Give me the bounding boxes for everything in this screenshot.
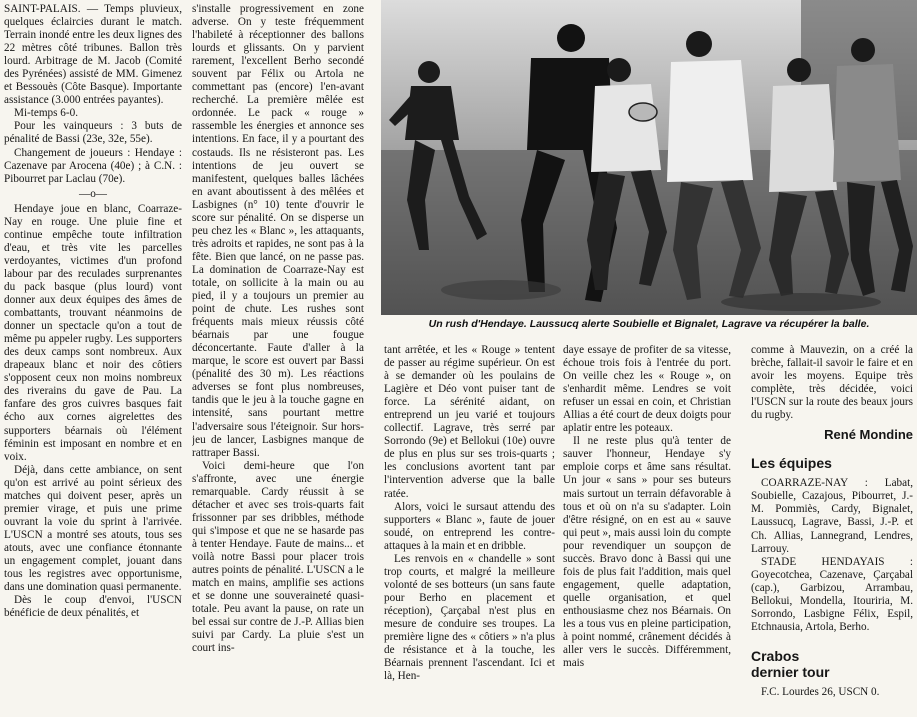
article-paragraph: Hendaye joue en blanc, Coarraze-Nay en rouge. Une pluie fine et continue empêche toute infiltration d'eau, et très vite les parcelles verdoyantes, victimes d'un profond labour par des reculades surprenantes du pack basque (plus lourd) vont donner aux deux équipes des âmes de combattants, trouvant néanmoins de donner un spectacle qu'on a tout de même pu appeler rugby. Les supporters des deux camps sont nombreux. Aux drapeaux blanc et noir des côtiers s'opposent ceux non moins nombreux des riverains du gave de Pau. La fanfare des gros cuivres basques fait écho aux cornes aigrelettes des supporters béarnais où l'élément féminin est imposant en nombre et en voix. xyxy=(4,202,182,463)
article-paragraph: daye essaye de profiter de sa vitesse, échoue trois fois à l'entrée du port. On veille chez les « Rouge », on s'enhardit même. Lendres se voit refuser un essai en coin, et Christian Allias a été court de deux doigts pour aplatir entre les poteaux. xyxy=(563,344,731,435)
article-paragraph: Il ne reste plus qu'à tenter de sauver l'honneur, Hendaye s'y emploie corps et âme sans résultat. Un jour « sans » pour ses buteurs mais surtout un terrain défavorable à tous et où on n'a su s'adapter. Loin d'être résigné, on en est au « sauve qui peut », mais aussi loin du compte pour revendiquer un soupçon de succès. Bravo donc à Bassi qui une fois de plus fait l'addition, mais quel engagement, quelle adaptation, quelle organisation, et quel enthousiasme chez nos Béarnais. On les a tous vus en pleine participation, à point nommé, crânement décidés à aller vers le succès. Différemment, mais xyxy=(563,435,731,670)
article-paragraph: tant arrêtée, et les « Rouge » tentent de passer au régime supérieur. On est à se demander où les poulains de Lagière et Déo vont puiser tant de force. La sérénité aidant, on entreprend un jeu varié et toujours collectif. Lagrave, très serré par Sorrondo (9e) et Bellokui (10e) ouvre de plus en plus sur ses trois-quarts ; les conclusions avortent tant par l'intervention adverse que la balle ratée. xyxy=(384,344,555,500)
author-signature: René Mondine xyxy=(824,427,913,443)
section-separator: —o— xyxy=(79,187,107,200)
crabos-result: F.C. Lourdes 26, USCN 0. xyxy=(761,685,880,698)
article-paragraph: comme à Mauvezin, on a créé la brèche, fallait-il savoir le faire et en avoir les moyens. Equipe très complète, très décidée, voici l'USCN sur la route des beaux jours du rugby. xyxy=(751,344,913,422)
article-paragraph: Alors, voici le sursaut attendu des supporters « Blanc », faute de jouer soudé, on entreprend les contre-attaques à la main et en dribble. xyxy=(384,500,555,552)
team-lineup: COARRAZE-NAY : Labat, Soubielle, Cazajous, Pibourret, J.-M. Pommiès, Cardy, Bignalet, Laussucq, Lagrave, Bassi, J.-P. et Ch. Allias, Lannegrand, Lendres, Larrouy. xyxy=(751,477,913,555)
rugby-ball xyxy=(629,103,657,121)
article-column-1 xyxy=(4,0,182,717)
match-report-intro: SAINT-PALAIS. — Temps pluvieux, quelques éclaircies durant le match. Terrain inondé entre les deux lignes des 22 mètres côté tribunes. Ballon très lourd. Arbitrage de M. Jacob (Comité des Pyrénées) assisté de MM. Gimenez et Bessouès (Côte Basque). Importante assistance (3.000 entrées payantes). xyxy=(4,3,182,107)
substitutions: Changement de joueurs : Hendaye : Cazenave par Arocena (40e) ; à C.N. : Pibourret par Laclau (70e). xyxy=(4,146,182,185)
crabos-heading-line-2: dernier tour xyxy=(751,663,830,680)
article-paragraph: Voici demi-heure que l'on s'affronte, avec une énergie remarquable. Cardy réussit à se détacher et avec ses trois-quarts fait frissonner par ses dribbles, méthode qui s'impose et que ne se hasarde pas à tenter Hendaye. Faute de mains... et voilà notre Bassi pour placer trois autres points de pénalité. L'USCN a le match en mains, amplifie ses actions et se donne une souveraineté quasi-totale. Peu avant la pause, on rate un bel essai sur contre de J.-P. Allias bien suivi par Cardy. La pluie s'est un court ins- xyxy=(192,459,364,655)
rugby-photo-image xyxy=(381,0,917,315)
scorers: Pour les vainqueurs : 3 buts de pénalité de Bassi (23e, 32e, 55e). xyxy=(4,120,182,146)
article-paragraph: Déjà, dans cette ambiance, on sent qu'on est arrivé au point sérieux des matches qui doivent peser, après un premier virage, et puis une prime ouvrant la voie du sprint à l'arrivée. L'USCN a montré ses atouts, tous ses atouts, avec une confiance étonnante un engagement complet, jouant dans tous les registres avec opportunisme, dans une domination quasi permanente. xyxy=(4,463,182,594)
article-paragraph: Les renvois en « chandelle » sont trop courts, et malgré la meilleure volonté de ses botteurs (un sans faute pour Berho en placement et réception), Çarçabal n'est plus en mesure de conduire ses troupes. La première ligne des « côtiers » n'a plus de résistance et à la touche, les Béarnais prennent l'ascendant. Ici et là, Hen- xyxy=(384,552,555,683)
article-column-5 xyxy=(751,344,913,714)
rugby-match-photo xyxy=(381,0,917,315)
half-time-score: Mi-temps 6-0. xyxy=(14,107,79,120)
team-lineup: STADE HENDAYAIS : Goyecotchea, Cazenave, Çarçabal (cap.), Garbizou, Arrambau, Bellokui, Mondella, Itouriria, M. Sorrondo, Lasbigne Félix, Espil, Etchnausia, Artola, Berho. xyxy=(751,555,913,633)
photo-caption: Un rush d'Hendaye. Laussucq alerte Soubielle et Bignalet, Lagrave va récupérer la balle. xyxy=(428,318,870,330)
article-column-3 xyxy=(384,344,555,714)
crabos-heading-line-1: Crabos xyxy=(751,647,800,664)
article-paragraph: s'installe progressivement en zone adverse. On y teste fréquemment l'habileté à réceptionner des ballons lourds et glissants. On y parvient rarement, l'excellent Berho secondé souvent par Félix ou Artola ne commettant pas (encore) l'en-avant recherché. La première mêlée est ordonnée. Le pack « rouge » rassemble les énergies et annonce ses intentions. En face, il y a pourtant des costauds. Ils ne résisteront pas. Les intentions de jeu ouvert se manifestent, quelques balles lâchées en avant aboutissent à des mêlées et Lasbignes (n° 10) tente d'ouvrir le score sur pénalité. On se disperse un peu chez les « Blanc », les attaquants, très adroits et rapides, ne sont pas à la fête. Bien que lancé, on ne passe pas. La domination de Coarraze-Nay est totale, on sollicite à la main ou au pied, il y a toujours un premier au point de chute. Les rushes sont fréquents mais mieux réussis côté béarnais par une fougue déconcertante. Faute d'aller à la marque, le score est ouvert par Bassi (pénalité des 30 m). Les réactions adverses se font plus nombreuses, tandis que le jeu à la touche gagne en intensité, sans pourtant mettre l'adversaire sous l'éteignoir. Sur hors-jeu de lancer, Lasbignes manque de rattraper Bassi. xyxy=(192,3,364,459)
teams-heading: Les équipes xyxy=(751,455,832,472)
article-column-2 xyxy=(192,0,364,717)
article-column-4 xyxy=(563,344,731,714)
crabos-heading xyxy=(751,648,913,680)
article-paragraph: Dès le coup d'envoi, l'USCN bénéficie de deux pénalités, et xyxy=(4,594,182,620)
